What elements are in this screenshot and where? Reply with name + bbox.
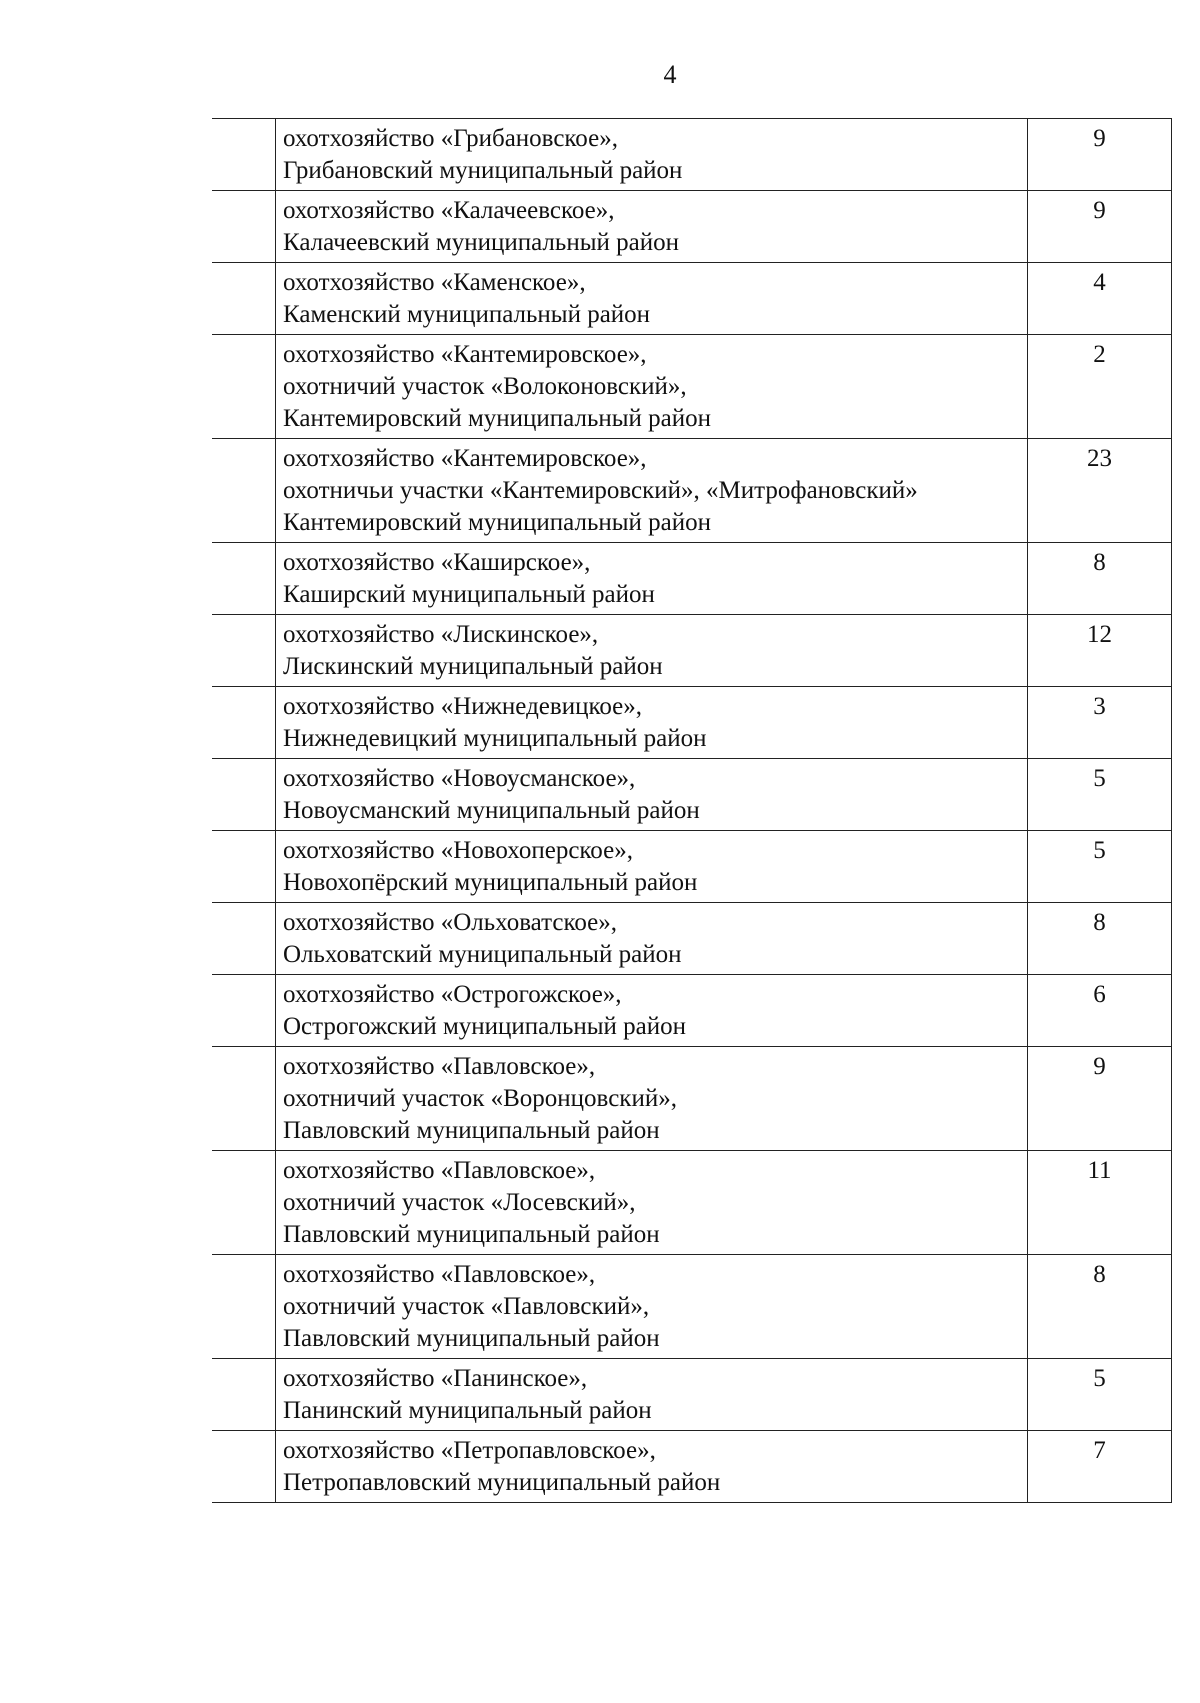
table-cell-description bbox=[276, 335, 1028, 438]
table-cell-value: 12 bbox=[1028, 615, 1172, 686]
table-row bbox=[212, 686, 1172, 758]
description-line: охотхозяйство «Новоусманское», bbox=[283, 765, 636, 792]
table-cell-description bbox=[276, 1047, 1028, 1150]
description-line: Калачеевский муниципальный район bbox=[283, 229, 679, 256]
table-row bbox=[212, 614, 1172, 686]
table-cell-blank bbox=[212, 1359, 276, 1430]
description-line: Лискинский муниципальный район bbox=[283, 653, 663, 680]
description-line: охотхозяйство «Павловское», bbox=[283, 1053, 596, 1080]
table-cell-blank bbox=[212, 831, 276, 902]
description-line: Ольховатский муниципальный район bbox=[283, 941, 682, 968]
description-line: охотхозяйство «Лискинское», bbox=[283, 621, 599, 648]
table-cell-value: 9 bbox=[1028, 1047, 1172, 1150]
table-cell-blank bbox=[212, 1151, 276, 1254]
description-line: охотничий участок «Воронцовский», bbox=[283, 1085, 677, 1112]
description-line: Каменский муниципальный район bbox=[283, 301, 651, 328]
description-line: Панинский муниципальный район bbox=[283, 1397, 652, 1424]
table-cell-description bbox=[276, 543, 1028, 614]
table-row bbox=[212, 758, 1172, 830]
table-cell-description bbox=[276, 975, 1028, 1046]
hunting-areas-table bbox=[212, 118, 1172, 1503]
table-cell-value: 23 bbox=[1028, 439, 1172, 542]
description-line: охотхозяйство «Нижнедевицкое», bbox=[283, 693, 642, 720]
table-cell-blank bbox=[212, 335, 276, 438]
table-cell-blank bbox=[212, 263, 276, 334]
table-cell-value: 8 bbox=[1028, 1255, 1172, 1358]
table-cell-description bbox=[276, 1151, 1028, 1254]
table-cell-value: 8 bbox=[1028, 903, 1172, 974]
table-cell-blank bbox=[212, 543, 276, 614]
table-cell-blank bbox=[212, 615, 276, 686]
table-cell-description bbox=[276, 119, 1028, 190]
table-row bbox=[212, 334, 1172, 438]
description-line: Новоусманский муниципальный район bbox=[283, 797, 700, 824]
description-line: Каширский муниципальный район bbox=[283, 581, 655, 608]
table-cell-value: 9 bbox=[1028, 191, 1172, 262]
description-line: охотхозяйство «Каменское», bbox=[283, 269, 586, 296]
description-line: Павловский муниципальный район bbox=[283, 1221, 660, 1248]
table-row bbox=[212, 118, 1172, 190]
description-line: охотхозяйство «Кантемировское», bbox=[283, 445, 647, 472]
table-row bbox=[212, 542, 1172, 614]
description-line: охотничьи участки «Кантемировский», «Митрофановский» bbox=[283, 477, 918, 504]
table-row bbox=[212, 190, 1172, 262]
table-cell-description bbox=[276, 615, 1028, 686]
table-row bbox=[212, 830, 1172, 902]
table-cell-description bbox=[276, 1255, 1028, 1358]
description-line: охотхозяйство «Павловское», bbox=[283, 1157, 596, 1184]
table-cell-description bbox=[276, 263, 1028, 334]
table-cell-value: 5 bbox=[1028, 1359, 1172, 1430]
description-line: Павловский муниципальный район bbox=[283, 1325, 660, 1352]
table-cell-blank bbox=[212, 1255, 276, 1358]
table-cell-value: 6 bbox=[1028, 975, 1172, 1046]
table-cell-blank bbox=[212, 191, 276, 262]
description-line: охотхозяйство «Грибановское», bbox=[283, 125, 618, 152]
page-number: 4 bbox=[663, 60, 677, 89]
description-line: охотхозяйство «Острогожское», bbox=[283, 981, 622, 1008]
description-line: охотничий участок «Павловский», bbox=[283, 1293, 650, 1320]
description-line: Петропавловский муниципальный район bbox=[283, 1469, 721, 1496]
table-row bbox=[212, 262, 1172, 334]
table-cell-blank bbox=[212, 903, 276, 974]
table-cell-value: 9 bbox=[1028, 119, 1172, 190]
table-cell-description bbox=[276, 903, 1028, 974]
description-line: охотхозяйство «Петропавловское», bbox=[283, 1437, 656, 1464]
description-line: Острогожский муниципальный район bbox=[283, 1013, 687, 1040]
table-row bbox=[212, 1430, 1172, 1503]
table-cell-value: 11 bbox=[1028, 1151, 1172, 1254]
description-line: Кантемировский муниципальный район bbox=[283, 405, 712, 432]
table-cell-blank bbox=[212, 1431, 276, 1502]
table-cell-blank bbox=[212, 687, 276, 758]
description-line: Нижнедевицкий муниципальный район bbox=[283, 725, 707, 752]
table-row bbox=[212, 1046, 1172, 1150]
table-cell-description bbox=[276, 1431, 1028, 1502]
description-line: Новохопёрский муниципальный район bbox=[283, 869, 698, 896]
description-line: Грибановский муниципальный район bbox=[283, 157, 683, 184]
table-cell-value: 4 bbox=[1028, 263, 1172, 334]
description-line: охотничий участок «Волоконовский», bbox=[283, 373, 687, 400]
description-line: Павловский муниципальный район bbox=[283, 1117, 660, 1144]
table-row bbox=[212, 1254, 1172, 1358]
description-line: охотхозяйство «Каширское», bbox=[283, 549, 591, 576]
description-line: охотничий участок «Лосевский», bbox=[283, 1189, 636, 1216]
table-cell-description bbox=[276, 687, 1028, 758]
description-line: охотхозяйство «Панинское», bbox=[283, 1365, 588, 1392]
description-line: охотхозяйство «Ольховатское», bbox=[283, 909, 617, 936]
table-cell-description bbox=[276, 831, 1028, 902]
table-cell-blank bbox=[212, 1047, 276, 1150]
table-cell-blank bbox=[212, 759, 276, 830]
table-cell-value: 7 bbox=[1028, 1431, 1172, 1502]
table-cell-blank bbox=[212, 119, 276, 190]
table-cell-value: 8 bbox=[1028, 543, 1172, 614]
table-cell-description bbox=[276, 759, 1028, 830]
description-line: охотхозяйство «Кантемировское», bbox=[283, 341, 647, 368]
table-row bbox=[212, 974, 1172, 1046]
description-line: охотхозяйство «Калачеевское», bbox=[283, 197, 615, 224]
table-cell-blank bbox=[212, 439, 276, 542]
table-cell-value: 2 bbox=[1028, 335, 1172, 438]
description-line: Кантемировский муниципальный район bbox=[283, 509, 712, 536]
table-cell-value: 5 bbox=[1028, 831, 1172, 902]
table-cell-description bbox=[276, 191, 1028, 262]
description-line: охотхозяйство «Новохоперское», bbox=[283, 837, 633, 864]
table-cell-blank bbox=[212, 975, 276, 1046]
table-cell-value: 5 bbox=[1028, 759, 1172, 830]
table-row bbox=[212, 902, 1172, 974]
table-cell-value: 3 bbox=[1028, 687, 1172, 758]
table-cell-description bbox=[276, 439, 1028, 542]
table-row bbox=[212, 1150, 1172, 1254]
table-cell-description bbox=[276, 1359, 1028, 1430]
description-line: охотхозяйство «Павловское», bbox=[283, 1261, 596, 1288]
table-row bbox=[212, 438, 1172, 542]
table-row bbox=[212, 1358, 1172, 1430]
